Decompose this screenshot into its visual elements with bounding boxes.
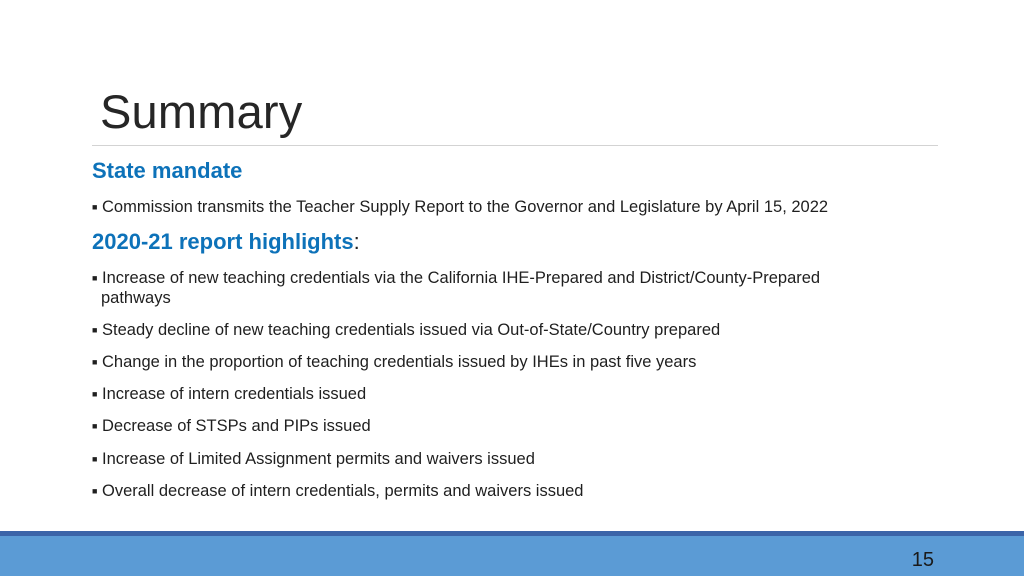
- section-heading-text: State mandate: [92, 158, 243, 183]
- section-heading-state-mandate: [92, 157, 242, 185]
- list-item-text: Increase of intern credentials issued: [102, 385, 367, 403]
- list-item: [92, 320, 922, 340]
- list-item-text: Change in the proportion of teaching credentials issued by IHEs in past five years: [102, 353, 697, 371]
- list-item-text: Overall decrease of intern credentials, permits and waivers issued: [102, 482, 584, 500]
- bullet-square-icon: ■: [92, 273, 98, 283]
- list-item: [92, 268, 922, 308]
- bullet-square-icon: ■: [92, 486, 98, 496]
- bullet-square-icon: ■: [92, 357, 98, 367]
- list-item-text: Decrease of STSPs and PIPs issued: [102, 417, 371, 435]
- list-item-text: Increase of Limited Assignment permits and waivers issued: [102, 450, 535, 468]
- list-item: [92, 384, 922, 404]
- bullet-square-icon: ■: [92, 454, 98, 464]
- bullet-square-icon: ■: [92, 389, 98, 399]
- heading-colon: :: [353, 229, 360, 254]
- bullet-square-icon: ■: [92, 325, 98, 335]
- title-divider: [92, 145, 938, 146]
- list-item: [92, 352, 922, 372]
- bullet-square-icon: ■: [92, 421, 98, 431]
- slide-title: Summary: [100, 85, 303, 138]
- list-item: [92, 197, 922, 217]
- list-item: [92, 416, 922, 436]
- page-number: 15: [911, 549, 934, 571]
- bullet-square-icon: ■: [92, 202, 98, 212]
- section-heading-text: 2020-21 report highlights: [92, 229, 354, 254]
- list-item-text: Steady decline of new teaching credentials issued via Out-of-State/Country prepared: [102, 321, 721, 339]
- section-heading-report-highlights: [92, 228, 360, 256]
- list-item-text: Commission transmits the Teacher Supply Report to the Governor and Legislature by April 15, 2022: [102, 198, 829, 216]
- list-item: [92, 449, 922, 469]
- list-item-text-continuation: pathways: [101, 289, 171, 307]
- list-item: [92, 481, 922, 501]
- list-item-text: Increase of new teaching credentials via the California IHE-Prepared and District/County-Prepared: [102, 269, 821, 287]
- footer-bar: [0, 536, 1024, 576]
